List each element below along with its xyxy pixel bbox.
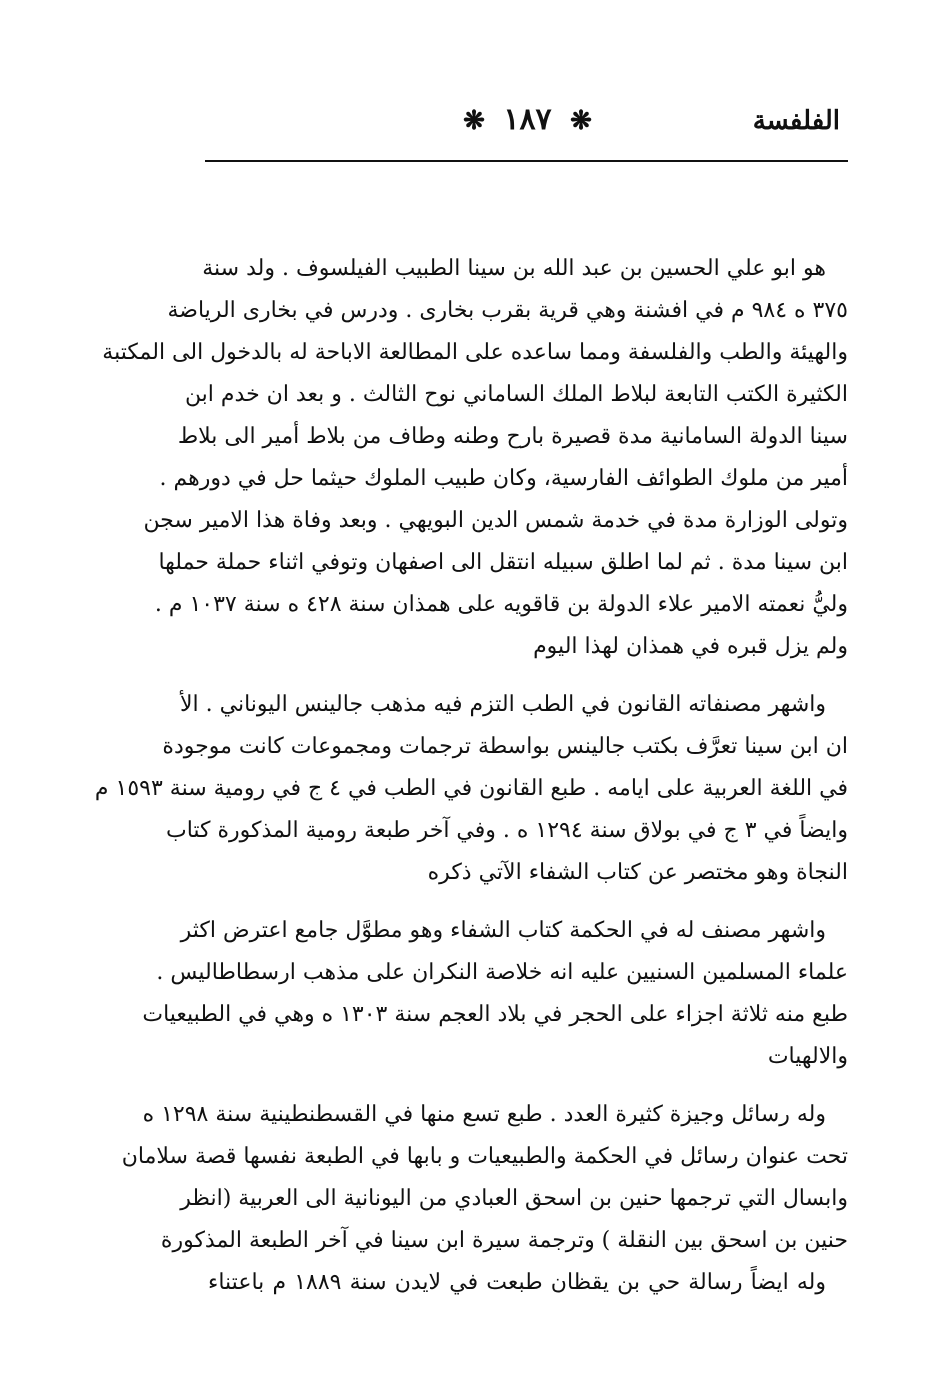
page-number: ١٨٧ [503,102,552,137]
running-title: الفلفسة [752,106,840,136]
text-line: في اللغة العربية على ايامه . طبع القانون في الطب في ٤ ج في رومية سنة ١٥٩٣ م [94,776,848,801]
page-header [205,100,850,150]
header-rule [205,160,848,162]
text-line: وليُّ نعمته الامير علاء الدولة بن قاقويه على همذان سنة ٤٢٨ ه سنة ١٠٣٧ م . [154,592,848,617]
text-line: وله ايضاً رسالة حي بن يقظان طبعت في لايدن سنة ١٨٨٩ م باعتناء [208,1270,826,1295]
text-line: وتولى الوزارة مدة في خدمة شمس الدين البويهي . وبعد وفاة هذا الامير سجن [143,508,848,533]
text-line: ٣٧٥ ه ٩٨٤ م في افشنة وهي قرية بقرب بخارى . ودرس في بخارى الرياضة [167,298,848,323]
text-line: تحت عنوان رسائل في الحكمة والطبيعيات و بابها في الطبعة نفسها قصة سلامان [121,1144,848,1169]
text-line: حنين بن اسحق بين النقلة ) وترجمة سيرة ابن سينا في آخر الطبعة المذكورة [160,1228,848,1253]
text-line: ابن سينا مدة . ثم لما اطلق سبيله انتقل الى اصفهان وتوفي اثناء حملة حملها [158,550,848,575]
text-line: هو ابو علي الحسين بن عبد الله بن سينا الطبيب الفيلسوف . ولد سنة [202,256,826,281]
text-line: النجاة وهو مختصر عن كتاب الشفاء الآتي ذكره [427,860,848,885]
text-line: سينا الدولة السامانية مدة قصيرة بارح وطنه وطاف من بلاط أمير الى بلاط [177,424,848,449]
text-line: أمير من ملوك الطوائف الفارسية، وكان طبيب الملوك حيثما حل في دورهم . [159,466,848,491]
page-number-group [455,102,600,137]
ornament-right-icon: ❋ [570,106,592,136]
paragraph-shifa [142,910,848,1078]
text-line: ان ابن سينا تعرَّف بكتب جالينس بواسطة ترجمات ومجموعات كانت موجودة [162,734,848,759]
text-line: ولم يزل قبره في همذان لهذا اليوم [533,634,848,659]
text-line: الكثيرة الكتب التابعة لبلاط الملك الساماني نوح الثالث . و بعد ان خدم ابن [184,382,848,407]
paragraph-canon [94,684,848,894]
text-line: والهيئة والطب والفلسفة ومما ساعده على المطالعة الاباحة له بالدخول الى المكتبة [102,340,848,365]
text-line: واشهر مصنف له في الحكمة كتاب الشفاء وهو مطوَّل جامع اعترض اكثر [180,918,826,943]
paragraph-biography [102,248,848,668]
ornament-left-icon: ❋ [463,106,485,136]
paragraph-treatises [121,1094,848,1304]
text-line: وله رسائل وجيزة كثيرة العدد . طبع تسع منها في القسطنطينية سنة ١٢٩٨ ه [142,1102,826,1127]
text-line: علماء المسلمين السنيين عليه انه خلاصة النكران على مذهب ارسطاطاليس . [156,960,848,985]
text-line: وايضاً في ٣ ج في بولاق سنة ١٢٩٤ ه . وفي آخر طبعة رومية المذكورة كتاب [166,818,848,843]
text-line: وابسال التي ترجمها حنين بن اسحق العبادي من اليونانية الى العربية (انظر [180,1186,848,1211]
text-line: طبع منه ثلاثة اجزاء على الحجر في بلاد العجم سنة ١٣٠٣ ه وهي في الطبيعيات [142,1002,848,1027]
text-line: واشهر مصنفاته القانون في الطب التزم فيه مذهب جالينس اليوناني . الأ [179,692,826,717]
text-line: والالهيات [767,1044,848,1069]
body-text [94,248,848,1320]
